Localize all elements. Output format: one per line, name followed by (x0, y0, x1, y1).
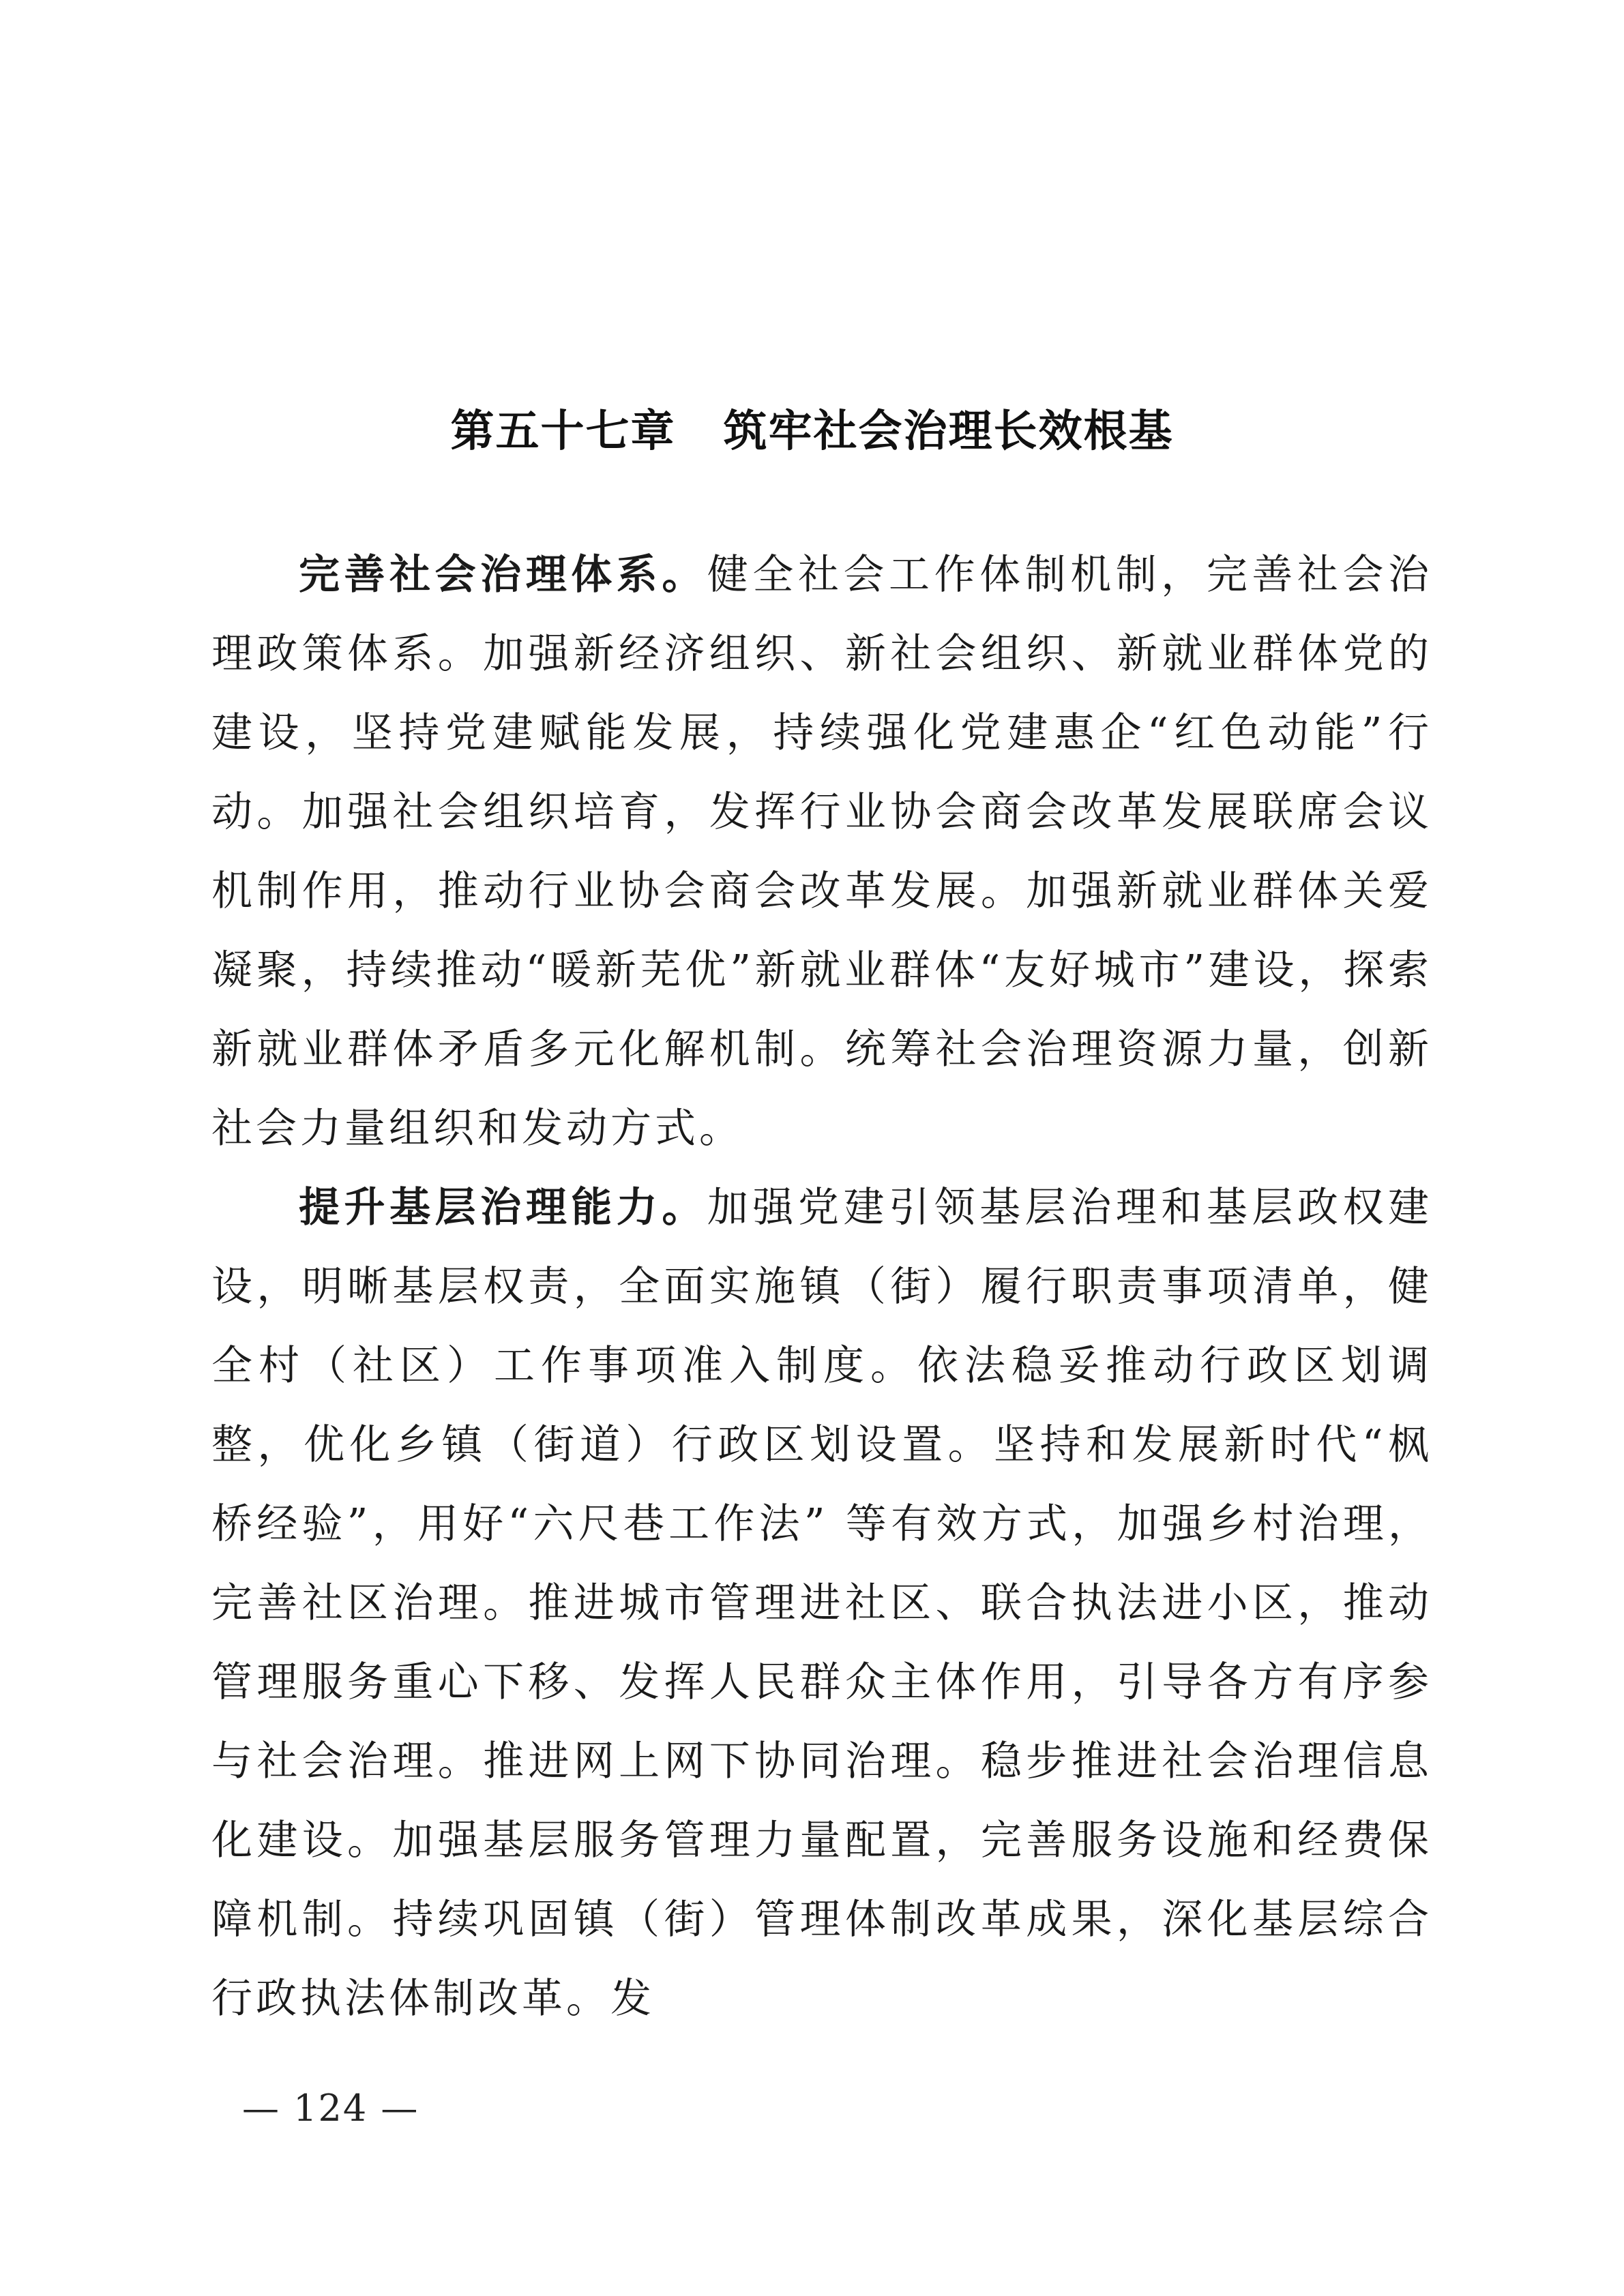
body-text (211, 535, 1432, 2038)
paragraph-lead: 完善社会治理体系。 (299, 551, 707, 599)
paragraph-text: 加强党建引领基层治理和基层政权建设，明晰基层权责，全面实施镇（街）履行职责事项清单，健全村（社区）工作事项准入制度。依法稳妥推动行政区划调整，优化乡镇（街道）行政区划设置。坚持和发展新时代“枫桥经验”，用好“六尺巷工作法” 等有效方式，加强乡村治理，完善社区治理。推进城市管理进社区、联合执法进小区，推动管理服务重心下移、发挥人民群众主体作用，引导各方有序参与社会治理。推进网上网下协同治理。稳步推进社会治理信息化建设。加强基层服务管理力量配置，完善服务设施和经费保障机制。持续巩固镇（街）管理体制改革成果，深化基层综合行政执法体制改革。发 (211, 1184, 1432, 2023)
paragraph-lead: 提升基层治理能力。 (299, 1184, 707, 1232)
chapter-title: 筑牢社会治理长效根基 (723, 406, 1174, 457)
chapter-number: 第五十七章 (450, 406, 676, 457)
paragraph-social-governance-system (211, 535, 1432, 1168)
page-number: — 124 — (242, 2087, 419, 2130)
chapter-heading (0, 401, 1624, 462)
paragraph-text: 健全社会工作体制机制，完善社会治理政策体系。加强新经济组织、新社会组织、新就业群体党的建设，坚持党建赋能发展，持续强化党建惠企“红色动能”行动。加强社会组织培育，发挥行业协会商会改革发展联席会议机制作用，推动行业协会商会改革发展。加强新就业群体关爱凝聚，持续推动“暖新芜优”新就业群体“友好城市”建设，探索新就业群体矛盾多元化解机制。统筹社会治理资源力量，创新社会力量组织和发动方式。 (211, 551, 1432, 1152)
paragraph-grassroots-governance (211, 1168, 1432, 2038)
